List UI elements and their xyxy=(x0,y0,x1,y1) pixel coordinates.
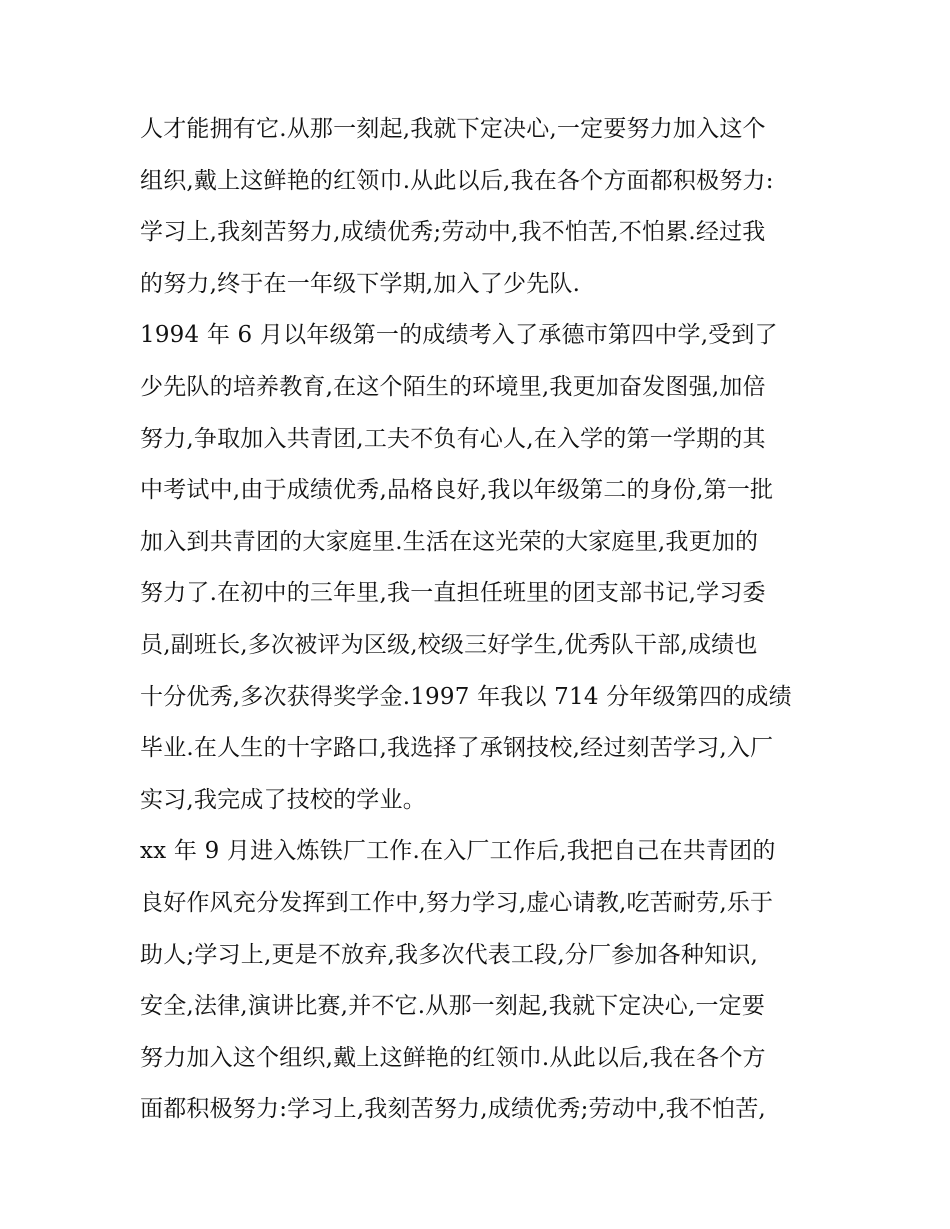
text-line: 助人;学习上,更是不放弃,我多次代表工段,分厂参加各种知识, xyxy=(140,941,758,968)
text-line: 努力了.在初中的三年里,我一直担任班里的团支部书记,学习委 xyxy=(140,580,766,607)
text-line: 学习上,我刻苦努力,成绩优秀;劳动中,我不怕苦,不怕累.经过我 xyxy=(140,219,766,246)
text-line: 1994 年 6 月以年级第一的成绩考入了承德市第四中学,受到了 xyxy=(140,322,778,349)
text-line: 组织,戴上这鲜艳的红领巾.从此以后,我在各个方面都积极努力: xyxy=(140,167,774,194)
text-line: 安全,法律,演讲比赛,并不它.从那一刻起,我就下定决心,一定要 xyxy=(140,993,766,1020)
text-line: 少先队的培养教育,在这个陌生的环境里,我更加奋发图强,加倍 xyxy=(140,373,766,400)
text-line: 毕业.在人生的十字路口,我选择了承钢技校,经过刻苦学习,入厂 xyxy=(140,735,774,762)
body-text xyxy=(140,104,820,1136)
text-line: 努力加入这个组织,戴上这鲜艳的红领巾.从此以后,我在各个方 xyxy=(140,1044,766,1071)
text-line: 的努力,终于在一年级下学期,加入了少先队. xyxy=(140,270,581,297)
text-line: xx 年 9 月进入炼铁厂工作.在入厂工作后,我把自己在共青团的 xyxy=(140,838,776,865)
text-line: 十分优秀,多次获得奖学金.1997 年我以 714 分年级第四的成绩 xyxy=(140,683,792,710)
text-line: 良好作风充分发挥到工作中,努力学习,虚心请教,吃苦耐劳,乐于 xyxy=(140,889,774,916)
text-line: 加入到共青团的大家庭里.生活在这光荣的大家庭里,我更加的 xyxy=(140,528,759,555)
text-line: 人才能拥有它.从那一刻起,我就下定决心,一定要努力加入这个 xyxy=(140,116,766,142)
text-line: 实习,我完成了技校的学业。 xyxy=(140,786,426,813)
text-line: 中考试中,由于成绩优秀,品格良好,我以年级第二的身份,第一批 xyxy=(140,477,774,504)
text-line: 努力,争取加入共青团,工夫不负有心人,在入学的第一学期的其 xyxy=(140,425,766,452)
text-line: 员,副班长,多次被评为区级,校级三好学生,优秀队干部,成绩也 xyxy=(140,631,758,658)
text-line: 面都积极努力:学习上,我刻苦努力,成绩优秀;劳动中,我不怕苦, xyxy=(140,1096,766,1123)
